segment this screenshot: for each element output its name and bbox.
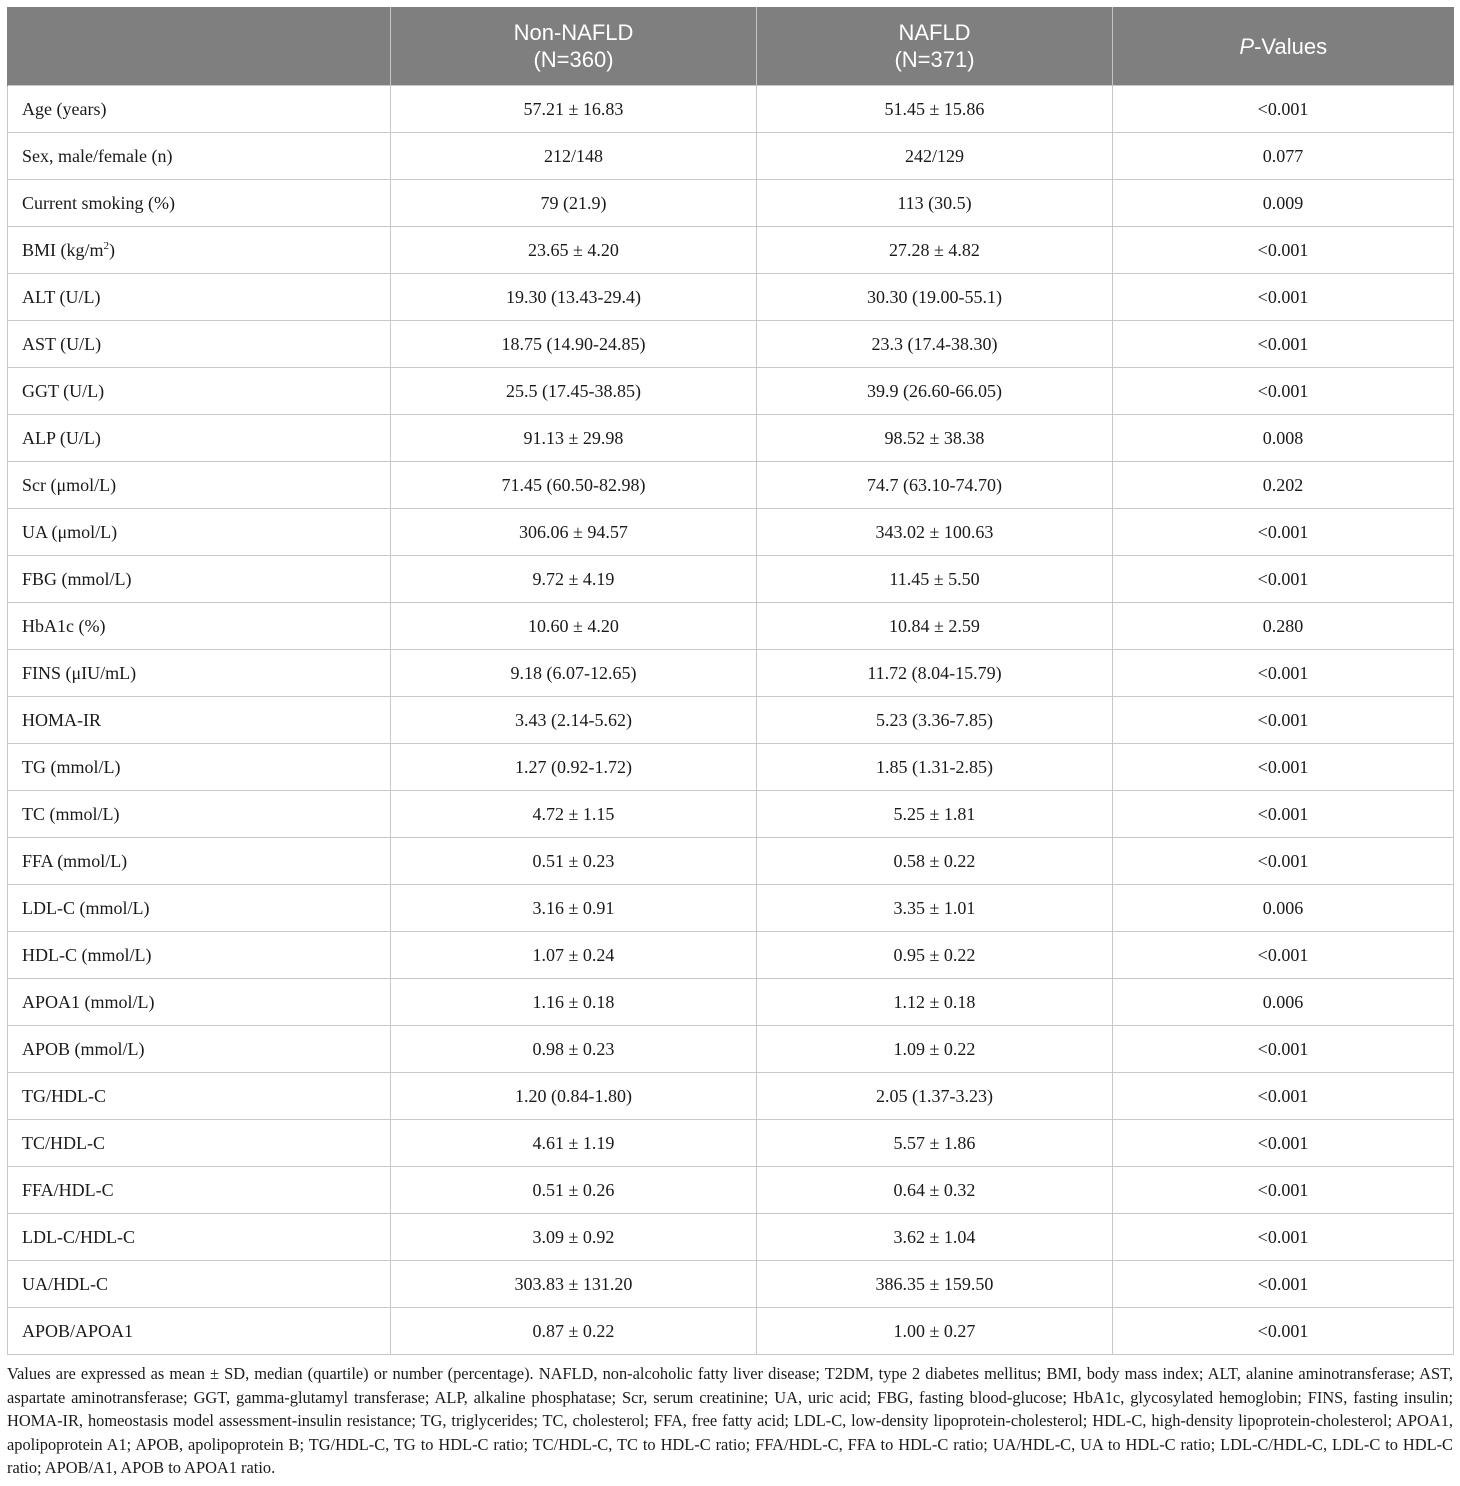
cell-nafld: 1.00 ± 0.27 — [757, 1308, 1113, 1355]
row-label-text: UA/HDL-C — [22, 1273, 108, 1294]
row-label-text: FINS (μIU/mL) — [22, 662, 137, 683]
cell-nafld: 3.35 ± 1.01 — [757, 885, 1113, 932]
characteristics-table-container — [7, 7, 1453, 1355]
header-non-nafld-count: (N=360) — [533, 47, 614, 72]
cell-p-value: <0.001 — [1113, 1073, 1454, 1120]
row-label — [8, 1026, 391, 1073]
row-label-text: FFA/HDL-C — [22, 1179, 114, 1200]
row-label — [8, 1167, 391, 1214]
table-body — [8, 86, 1454, 1355]
cell-non-nafld: 18.75 (14.90-24.85) — [391, 321, 757, 368]
row-label-text: UA (μmol/L) — [22, 521, 118, 542]
cell-p-value: <0.001 — [1113, 744, 1454, 791]
table-row — [8, 321, 1454, 368]
row-label — [8, 180, 391, 227]
row-label-text: LDL-C/HDL-C — [22, 1226, 135, 1247]
row-label — [8, 509, 391, 556]
cell-p-value: <0.001 — [1113, 650, 1454, 697]
table-row — [8, 274, 1454, 321]
table-row — [8, 838, 1454, 885]
row-label — [8, 556, 391, 603]
table-row — [8, 744, 1454, 791]
cell-nafld: 2.05 (1.37-3.23) — [757, 1073, 1113, 1120]
table-row — [8, 180, 1454, 227]
cell-nafld: 0.95 ± 0.22 — [757, 932, 1113, 979]
cell-non-nafld: 1.16 ± 0.18 — [391, 979, 757, 1026]
cell-nafld: 30.30 (19.00-55.1) — [757, 274, 1113, 321]
row-label — [8, 1308, 391, 1355]
row-label — [8, 650, 391, 697]
row-label-text: APOA1 (mmol/L) — [22, 991, 155, 1012]
table-row — [8, 697, 1454, 744]
row-label — [8, 227, 391, 274]
row-label-text: AST (U/L) — [22, 333, 102, 354]
row-label — [8, 979, 391, 1026]
cell-nafld: 5.57 ± 1.86 — [757, 1120, 1113, 1167]
row-label-text: HOMA-IR — [22, 709, 101, 730]
row-label-text: HDL-C (mmol/L) — [22, 944, 152, 965]
cell-non-nafld: 0.51 ± 0.23 — [391, 838, 757, 885]
cell-p-value: <0.001 — [1113, 1120, 1454, 1167]
table-row — [8, 932, 1454, 979]
cell-p-value: <0.001 — [1113, 1214, 1454, 1261]
header-non-nafld-title: Non-NAFLD — [513, 20, 634, 45]
row-label-text: FFA (mmol/L) — [22, 850, 128, 871]
row-label — [8, 1120, 391, 1167]
table-row — [8, 1308, 1454, 1355]
cell-p-value: 0.006 — [1113, 885, 1454, 932]
table-row — [8, 227, 1454, 274]
table-row — [8, 86, 1454, 133]
cell-non-nafld: 4.61 ± 1.19 — [391, 1120, 757, 1167]
header-nafld-count: (N=371) — [894, 47, 975, 72]
cell-p-value: <0.001 — [1113, 1308, 1454, 1355]
row-label-text: HbA1c (%) — [22, 615, 106, 636]
table-row — [8, 791, 1454, 838]
row-label-text: TC (mmol/L) — [22, 803, 120, 824]
table-row — [8, 1261, 1454, 1308]
row-label — [8, 368, 391, 415]
cell-p-value: <0.001 — [1113, 1167, 1454, 1214]
cell-p-value: <0.001 — [1113, 1026, 1454, 1073]
table-row — [8, 415, 1454, 462]
cell-non-nafld: 1.07 ± 0.24 — [391, 932, 757, 979]
table-header — [8, 7, 1454, 86]
cell-p-value: <0.001 — [1113, 791, 1454, 838]
row-label-text: TG/HDL-C — [22, 1085, 106, 1106]
cell-nafld: 386.35 ± 159.50 — [757, 1261, 1113, 1308]
cell-nafld: 11.45 ± 5.50 — [757, 556, 1113, 603]
cell-p-value: <0.001 — [1113, 227, 1454, 274]
cell-nafld: 1.12 ± 0.18 — [757, 979, 1113, 1026]
header-p-italic: P — [1239, 33, 1255, 59]
cell-non-nafld: 0.98 ± 0.23 — [391, 1026, 757, 1073]
table-row — [8, 1167, 1454, 1214]
row-label-suffix: ) — [109, 239, 116, 260]
row-label — [8, 885, 391, 932]
cell-non-nafld: 306.06 ± 94.57 — [391, 509, 757, 556]
cell-p-value: <0.001 — [1113, 368, 1454, 415]
cell-p-value: 0.077 — [1113, 133, 1454, 180]
cell-nafld: 0.64 ± 0.32 — [757, 1167, 1113, 1214]
table-row — [8, 603, 1454, 650]
cell-non-nafld: 25.5 (17.45-38.85) — [391, 368, 757, 415]
cell-nafld: 0.58 ± 0.22 — [757, 838, 1113, 885]
cell-p-value: <0.001 — [1113, 838, 1454, 885]
row-label — [8, 321, 391, 368]
row-label — [8, 791, 391, 838]
cell-non-nafld: 57.21 ± 16.83 — [391, 86, 757, 133]
cell-non-nafld: 19.30 (13.43-29.4) — [391, 274, 757, 321]
cell-p-value: 0.009 — [1113, 180, 1454, 227]
cell-nafld: 10.84 ± 2.59 — [757, 603, 1113, 650]
cell-nafld: 11.72 (8.04-15.79) — [757, 650, 1113, 697]
cell-p-value: <0.001 — [1113, 274, 1454, 321]
cell-p-value: <0.001 — [1113, 697, 1454, 744]
cell-non-nafld: 4.72 ± 1.15 — [391, 791, 757, 838]
row-label — [8, 274, 391, 321]
row-label — [8, 133, 391, 180]
cell-non-nafld: 71.45 (60.50-82.98) — [391, 462, 757, 509]
header-p-rest: -Values — [1254, 33, 1328, 59]
table-row — [8, 509, 1454, 556]
header-nafld-title: NAFLD — [898, 20, 971, 45]
cell-p-value: <0.001 — [1113, 321, 1454, 368]
row-label — [8, 744, 391, 791]
table-row — [8, 979, 1454, 1026]
row-label — [8, 838, 391, 885]
cell-non-nafld: 1.27 (0.92-1.72) — [391, 744, 757, 791]
header-nafld — [757, 7, 1113, 86]
row-label-text: APOB/APOA1 — [22, 1320, 134, 1341]
header-variable-column — [8, 7, 391, 86]
cell-non-nafld: 212/148 — [391, 133, 757, 180]
cell-nafld: 1.85 (1.31-2.85) — [757, 744, 1113, 791]
cell-nafld: 74.7 (63.10-74.70) — [757, 462, 1113, 509]
table-row — [8, 556, 1454, 603]
cell-non-nafld: 79 (21.9) — [391, 180, 757, 227]
cell-non-nafld: 1.20 (0.84-1.80) — [391, 1073, 757, 1120]
cell-p-value: <0.001 — [1113, 86, 1454, 133]
table-footnote: Values are expressed as mean ± SD, median (quartile) or number (percentage). NAFLD, non-alcoholic fatty liver disease; T2DM, type 2 diabetes mellitus; BMI, body mass index; ALT, alanine aminotransferase; AST, aspartate aminotransferase; GGT, gamma-glutamyl transferase; ALP, alkaline phosphatase; Scr, serum creatinine; UA, uric acid; FBG, fasting blood-glucose; HbA1c, glycosylated hemoglobin; FINS, fasting insulin; HOMA-IR, homeostasis model assessment-insulin resistance; TG, triglycerides; TC, cholesterol; FFA, free fatty acid; LDL-C, low-density lipoprotein-cholesterol; HDL-C, high-density lipoprotein-cholesterol; APOA1, apolipoprotein A1; APOB, apolipoprotein B; TG/HDL-C, TG to HDL-C ratio; TC/HDL-C, TC to HDL-C ratio; FFA/HDL-C, FFA to HDL-C ratio; UA/HDL-C, UA to HDL-C ratio; LDL-C/HDL-C, LDL-C to HDL-C ratio; APOB/A1, APOB to APOA1 ratio. — [7, 1364, 1453, 1477]
cell-non-nafld: 9.72 ± 4.19 — [391, 556, 757, 603]
row-label-text: TC/HDL-C — [22, 1132, 105, 1153]
cell-p-value: 0.008 — [1113, 415, 1454, 462]
row-label — [8, 86, 391, 133]
cell-nafld: 1.09 ± 0.22 — [757, 1026, 1113, 1073]
header-row — [8, 7, 1454, 86]
cell-nafld: 51.45 ± 15.86 — [757, 86, 1113, 133]
row-label-text: APOB (mmol/L) — [22, 1038, 145, 1059]
cell-p-value: <0.001 — [1113, 556, 1454, 603]
row-label-text: ALP (U/L) — [22, 427, 101, 448]
table-row — [8, 650, 1454, 697]
cell-nafld: 5.25 ± 1.81 — [757, 791, 1113, 838]
table-row — [8, 1026, 1454, 1073]
table-row — [8, 885, 1454, 932]
cell-p-value: <0.001 — [1113, 1261, 1454, 1308]
table-row — [8, 462, 1454, 509]
cell-nafld: 242/129 — [757, 133, 1113, 180]
row-label — [8, 415, 391, 462]
row-label-text: TG (mmol/L) — [22, 756, 121, 777]
cell-nafld: 3.62 ± 1.04 — [757, 1214, 1113, 1261]
table-row — [8, 1120, 1454, 1167]
header-non-nafld — [391, 7, 757, 86]
table-row — [8, 368, 1454, 415]
cell-nafld: 113 (30.5) — [757, 180, 1113, 227]
table-row — [8, 133, 1454, 180]
cell-p-value: 0.202 — [1113, 462, 1454, 509]
row-label-text: ALT (U/L) — [22, 286, 101, 307]
cell-non-nafld: 3.09 ± 0.92 — [391, 1214, 757, 1261]
cell-non-nafld: 9.18 (6.07-12.65) — [391, 650, 757, 697]
row-label-text: FBG (mmol/L) — [22, 568, 132, 589]
row-label-text: Current smoking (%) — [22, 192, 175, 213]
row-label-text: LDL-C (mmol/L) — [22, 897, 150, 918]
cell-p-value: 0.006 — [1113, 979, 1454, 1026]
cell-p-value: <0.001 — [1113, 932, 1454, 979]
cell-nafld: 23.3 (17.4-38.30) — [757, 321, 1113, 368]
header-p-values — [1113, 7, 1454, 86]
row-label-text: Age (years) — [22, 98, 107, 119]
cell-non-nafld: 10.60 ± 4.20 — [391, 603, 757, 650]
row-label — [8, 932, 391, 979]
row-label — [8, 1214, 391, 1261]
cell-non-nafld: 23.65 ± 4.20 — [391, 227, 757, 274]
cell-non-nafld: 0.51 ± 0.26 — [391, 1167, 757, 1214]
row-label — [8, 1073, 391, 1120]
row-label — [8, 603, 391, 650]
cell-non-nafld: 3.43 (2.14-5.62) — [391, 697, 757, 744]
row-label-text: GGT (U/L) — [22, 380, 105, 401]
row-label-text: Scr (μmol/L) — [22, 474, 117, 495]
cell-non-nafld: 91.13 ± 29.98 — [391, 415, 757, 462]
characteristics-table — [7, 7, 1454, 1355]
row-label-superscript: 2 — [103, 239, 110, 252]
row-label — [8, 1261, 391, 1308]
row-label — [8, 462, 391, 509]
cell-non-nafld: 303.83 ± 131.20 — [391, 1261, 757, 1308]
cell-nafld: 343.02 ± 100.63 — [757, 509, 1113, 556]
cell-nafld: 98.52 ± 38.38 — [757, 415, 1113, 462]
cell-nafld: 27.28 ± 4.82 — [757, 227, 1113, 274]
cell-nafld: 39.9 (26.60-66.05) — [757, 368, 1113, 415]
row-label — [8, 697, 391, 744]
row-label-text: Sex, male/female (n) — [22, 145, 173, 166]
table-row — [8, 1214, 1454, 1261]
table-row — [8, 1073, 1454, 1120]
cell-non-nafld: 0.87 ± 0.22 — [391, 1308, 757, 1355]
cell-non-nafld: 3.16 ± 0.91 — [391, 885, 757, 932]
cell-nafld: 5.23 (3.36-7.85) — [757, 697, 1113, 744]
cell-p-value: <0.001 — [1113, 509, 1454, 556]
cell-p-value: 0.280 — [1113, 603, 1454, 650]
row-label-text: BMI (kg/m — [22, 239, 104, 260]
